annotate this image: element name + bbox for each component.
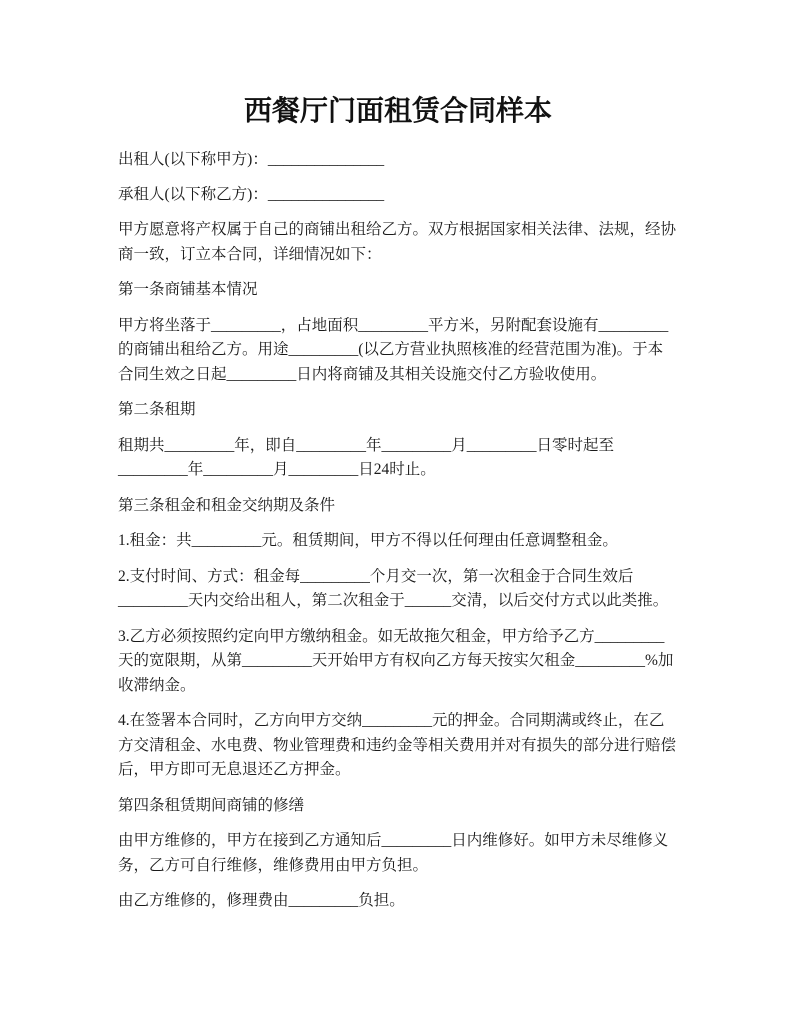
article-4-clause-1: 由甲方维修的，甲方在接到乙方通知后_________日内维修好。如甲方未尽维修义 务，乙方可自行维修，维修费用由甲方负担。 [118,832,669,874]
lessee-line: 承租人(以下称乙方)：_______________ [118,186,385,204]
article-3-clause-4: 4.在签署本合同时，乙方向甲方交纳_________元的押金。合同期满或终止，在乙 方交清租金、水电费、物业管理费和违约金等相关费用并对有损失的部分进行赔偿 后，甲方即可无息退还乙方押金。 [118,712,677,779]
article-2 [118,398,796,483]
article-4-heading: 第四条租赁期间商铺的修缮 [118,796,305,814]
article-2-clause-1: 租期共_________年，即自_________年_________月_________日零时起至 _________年_________月_________日24时止。 [118,436,615,479]
article-2-heading: 第二条租期 [118,401,196,419]
article-4 [118,794,796,914]
document-title: 西餐厅门面租赁合同样本 [243,96,552,127]
article-1-heading: 第一条商铺基本情况 [118,281,258,299]
article-1 [118,278,796,387]
article-3-clause-1: 1.租金：共_________元。租赁期间，甲方不得以任何理由任意调整租金。 [118,532,618,550]
article-3-heading: 第三条租金和租金交纳期及条件 [118,496,336,514]
document-body [0,148,796,914]
article-1-clause-1: 甲方将坐落于_________，占地面积_________平方米，另附配套设施有_________ 的商铺出租给乙方。用途_________(以乙方营业执照核准的经营范围为准)。于本 合同生效之日起_________日内将商铺及其相关设施交付乙方验收使用。 [118,316,669,384]
article-4-clause-2: 由乙方维修的，修理费由_________负担。 [118,892,405,910]
preamble-paragraph: 甲方愿意将产权属于自己的商铺出租给乙方。双方根据国家相关法律、法规，经协 商一致，订立本合同，详细情况如下： [118,221,677,264]
article-3 [118,494,796,783]
article-3-clause-2: 2.支付时间、方式：租金每_________个月交一次，第一次租金于合同生效后 _________天内交给出租人，第二次租金于______交清，以后交付方式以此类推。 [118,567,669,610]
lessor-line: 出租人(以下称甲方)：_______________ [118,150,385,168]
article-3-clause-3: 3.乙方必须按照约定向甲方缴纳租金。如无故拖欠租金，甲方给予乙方_________ 天的宽限期，从第_________天开始甲方有权向乙方每天按实欠租金_________%加 收滞纳金。 [118,627,674,694]
